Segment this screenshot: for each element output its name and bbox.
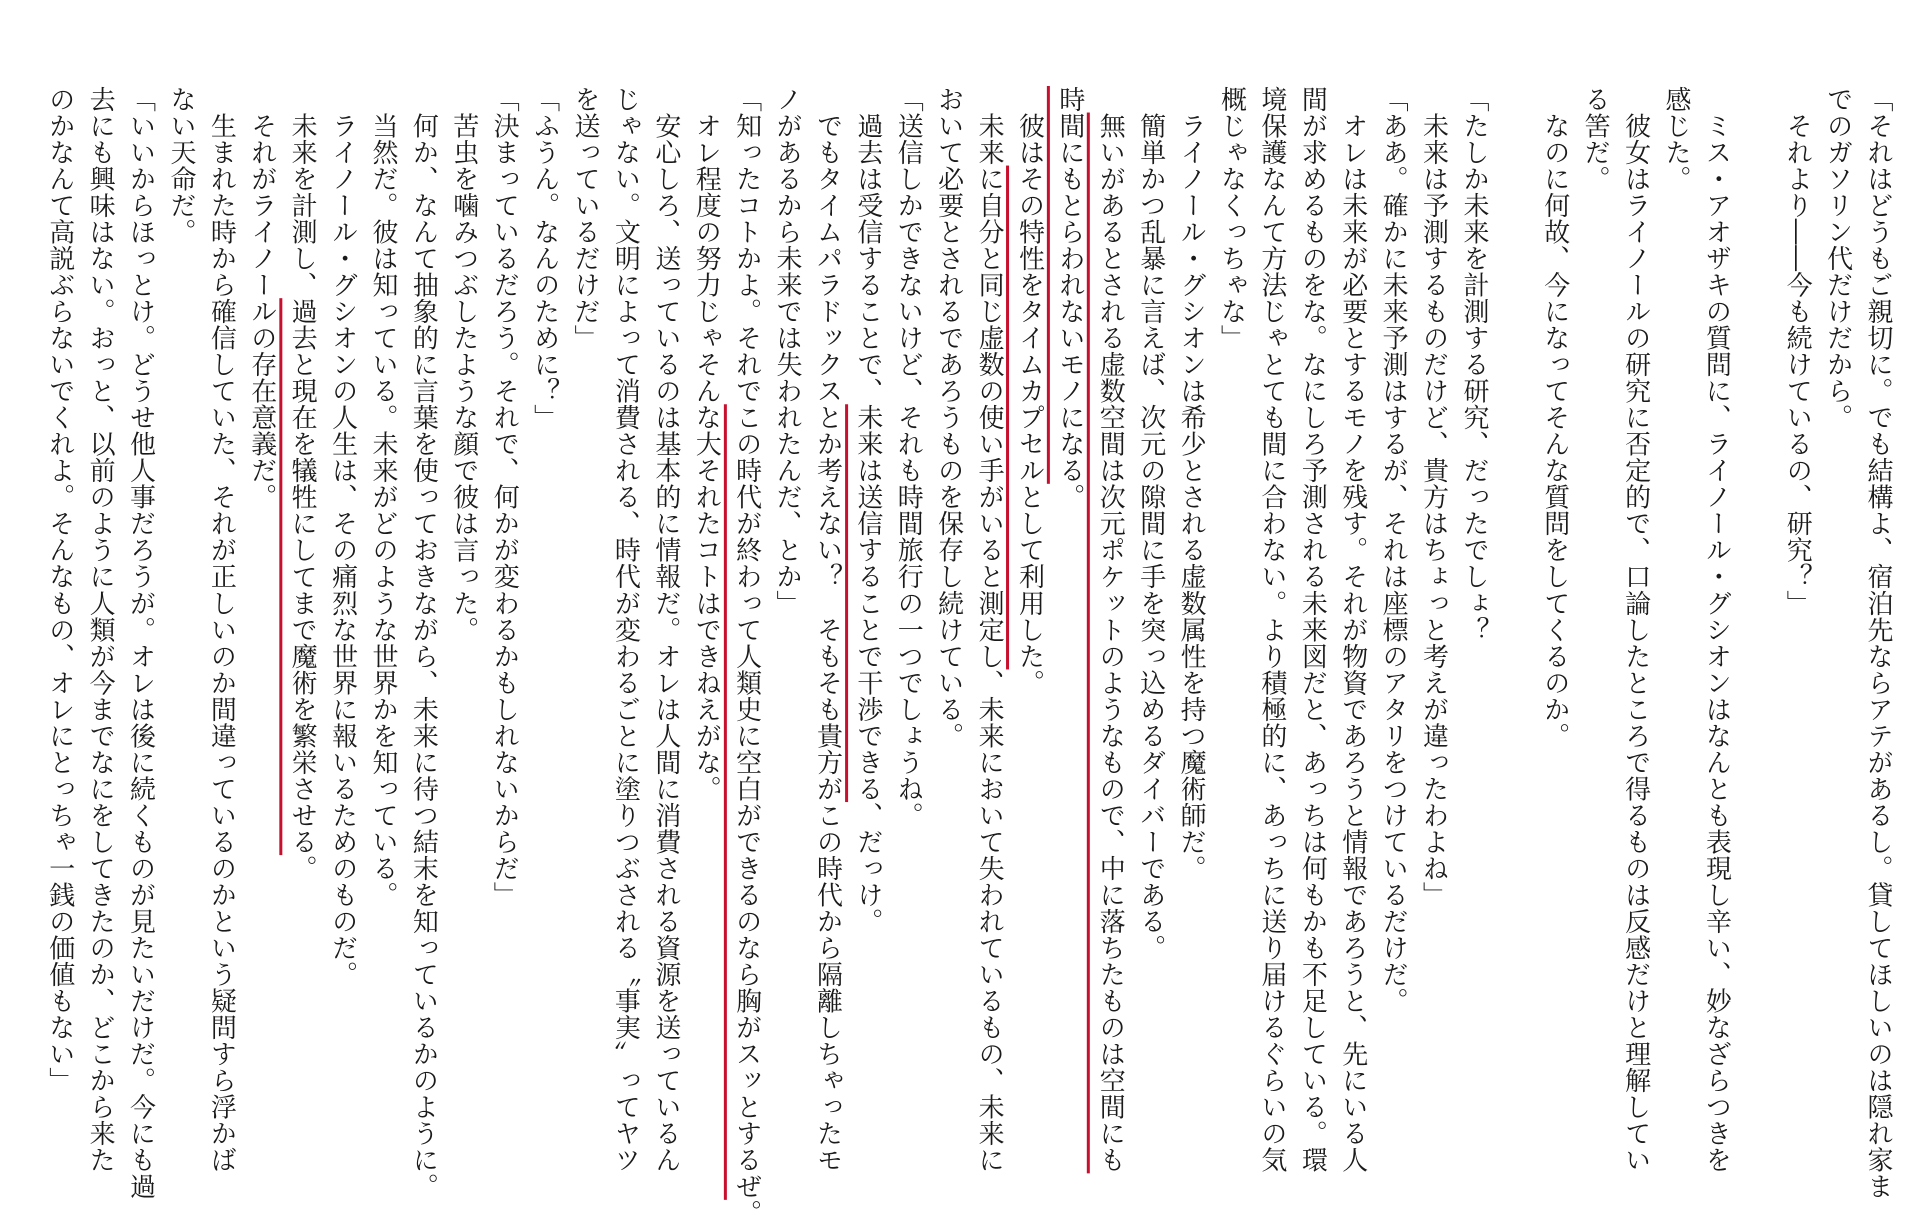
- text-segment: 概じゃなくっちゃな」: [1216, 86, 1247, 352]
- text-segment: 生まれた時から確信していた、それが正しいのか間違っているのかという疑問すら浮かば: [206, 86, 237, 1174]
- text-segment: 彼女はライノールの研究に否定的で、口論したところで得るものは反感だけと理解してい: [1620, 86, 1651, 1174]
- text-line: [847, 86, 887, 1166]
- text-segment: 「決まっているだろう。それで、何かが変わるかもしれないからだ」: [489, 86, 520, 909]
- text-line: [241, 86, 281, 1166]
- text-segment: 。: [1014, 669, 1045, 696]
- underlined-phrase: 時間にもとらわれないモノになる: [1054, 86, 1085, 484]
- text-line: [1332, 86, 1372, 1174]
- text-line: [1292, 86, 1332, 1174]
- text-segment: じゃない。文明によって消費される、時代が変わるごとに塗りつぶされる〝事実〟ってヤツ: [610, 86, 641, 1174]
- text-segment: オレは未来が必要とするモノを残す。それが物資であろうと情報であろうと、先にいる人: [1337, 86, 1368, 1174]
- text-line: [1211, 86, 1251, 1166]
- text-line: [1130, 86, 1170, 1166]
- underlined-phrase: 未来は送信することで干渉できる: [852, 404, 883, 803]
- text-segment: 過去は受信することで、: [852, 86, 883, 405]
- text-segment: 「ああ。確かに未来予測はするが、それは座標のアタリをつけているだけだ。: [1378, 86, 1409, 1015]
- text-segment: 当然だ。彼は知っている。未来がどのような世界かを知っている。: [367, 86, 398, 909]
- text-segment: 。: [287, 855, 318, 882]
- text-segment: でもタイムパラドックスとか考えない？ そもそも貴方がこの時代から隔離しちゃったモ: [812, 86, 843, 1174]
- text-segment: 「送信しかできないけど、それも時間旅行の一つでしょうね。: [893, 86, 924, 829]
- text-segment: 「それはどうもご親切に。でも結構よ、宿泊先ならアテがあるし。貸してほしいのは隠れ家ま: [1863, 86, 1893, 1200]
- text-segment: なのに何故、今になってそんな質問をしてくるのか。: [1539, 86, 1570, 749]
- text-line: [1049, 86, 1089, 1166]
- text-line: [322, 86, 362, 1166]
- text-segment: 間が求めるものをな。なにしろ予測される未来図だと、あっちは何もかも不足している。環: [1297, 86, 1328, 1174]
- text-line: [807, 86, 847, 1174]
- text-line: [1817, 86, 1857, 1166]
- text-line: [443, 86, 483, 1166]
- text-segment: オレ程度の努力じゃそんな大それたコトはできねえがな。: [691, 86, 722, 803]
- text-line: [1494, 86, 1534, 1166]
- text-segment: ノがあるから未来では失われたんだ、とか」: [772, 86, 803, 617]
- vertical-text-body: [18, 86, 1898, 1226]
- text-segment: それより――今も続けているの、研究？」: [1782, 86, 1813, 617]
- text-segment: [1742, 86, 1772, 113]
- text-segment: 。: [1054, 483, 1085, 511]
- text-line: [1090, 86, 1130, 1174]
- text-segment: でのガソリン代だけだから。: [1822, 86, 1853, 431]
- text-segment: 境保護なんて方法じゃとても間に合わない。より積極的に、あっちに送り届けるぐらいの気: [1256, 86, 1287, 1174]
- text-segment: 未来は予測するものだけど、貴方はちょっと考えが違ったわよね」: [1418, 86, 1449, 909]
- text-line: [282, 86, 322, 1166]
- text-line: [686, 86, 726, 1166]
- text-segment: 何か、なんて抽象的に言葉を使っておきながら、未来に待つ結末を知っているかのように。: [408, 86, 439, 1200]
- underlined-phrase: この時代が終わって人類史に空白ができるのなら胸がスッとするぜ: [731, 404, 762, 1200]
- text-line: [120, 86, 160, 1200]
- text-line: [888, 86, 928, 1166]
- text-segment: ライノール・グシオンは希少とされる虚数属性を持つ魔術師だ。: [1176, 86, 1207, 882]
- text-line: [1009, 86, 1049, 1166]
- text-line: [1656, 86, 1696, 1166]
- text-segment: 簡単かつ乱暴に言えば、次元の隙間に手を突っ込めるダイバーである。: [1135, 86, 1166, 962]
- text-line: [80, 86, 120, 1174]
- text-segment: る筈だ。: [1580, 86, 1611, 193]
- text-line: [928, 86, 968, 1166]
- text-segment: 「ふうん。なんのために？」: [529, 86, 560, 431]
- text-line: [1413, 86, 1453, 1166]
- text-line: [1373, 86, 1413, 1166]
- text-line: [1777, 86, 1817, 1166]
- text-segment: のかなんて高説ぶらないでくれよ。そんなもの、オレにとっちゃ一銭の価値もない」: [44, 86, 75, 1094]
- underlined-phrase: 無いがあるとされる虚数空間は次元ポケットのようなもので、中に落ちたものは空間にも: [1095, 112, 1126, 1174]
- text-line: [605, 86, 645, 1174]
- text-segment: 「たしか未来を計測する研究、だったでしょ？: [1458, 86, 1489, 643]
- text-line: [969, 86, 1009, 1174]
- text-segment: を送っているだけだ」: [570, 86, 600, 352]
- underlined-phrase: その特性をタイムカプセルとして利用した: [1014, 165, 1045, 670]
- text-segment: 未来に自分と同じ虚数の使い手がいると測定し、未来において失われているもの、未来に: [974, 86, 1005, 1174]
- text-segment: 「知ったコトかよ。それで: [731, 86, 762, 405]
- text-line: [1252, 86, 1292, 1174]
- text-line: [565, 86, 605, 1166]
- text-line: [39, 86, 79, 1166]
- text-line: [1615, 86, 1655, 1174]
- text-line: [645, 86, 685, 1174]
- text-segment: 。: [731, 1199, 762, 1226]
- text-segment: 去にも興味はない。おっと、以前のように人類が今までなにをしてきたのか、どこから来た: [85, 86, 116, 1174]
- text-segment: ない天命だ。: [165, 86, 196, 246]
- text-segment: 未来を計測し、: [287, 86, 318, 299]
- text-segment: 感じた。: [1660, 86, 1691, 193]
- text-line: [363, 86, 403, 1166]
- text-line: [767, 86, 807, 1166]
- text-segment: 「いいからほっとけ。どうせ他人事だろうが。オレは後に続くものが見たいだけだ。今にも過: [125, 86, 156, 1200]
- text-line: [1454, 86, 1494, 1166]
- text-segment: 安心しろ、送っているのは基本的に情報だ。オレは人間に消費される資源を送っているん: [650, 86, 681, 1174]
- text-line: [403, 86, 443, 1200]
- text-line: [1575, 86, 1615, 1166]
- text-segment: ライノール・グシオンの人生は、その痛烈な世界に報いるためのものだ。: [327, 86, 358, 988]
- text-line: [1696, 86, 1736, 1174]
- text-line: [161, 86, 201, 1166]
- text-segment: ミス・アオザキの質問に、ライノール・グシオンはなんとも表現し辛い、妙なざらつきを: [1701, 86, 1732, 1174]
- text-line: [1736, 86, 1776, 1166]
- text-line: [1171, 86, 1211, 1166]
- text-line: [1534, 86, 1574, 1166]
- text-segment: 、だっけ。: [852, 802, 883, 935]
- text-segment: [1095, 86, 1125, 113]
- text-line: [201, 86, 241, 1174]
- text-line: [726, 86, 766, 1226]
- text-segment: おいて必要とされるであろうものを保存し続けている。: [933, 86, 964, 749]
- text-segment: それがライノールの存在意義だ。: [246, 86, 277, 511]
- text-line: [484, 86, 524, 1166]
- text-segment: [1499, 86, 1529, 113]
- text-segment: 彼は: [1014, 86, 1045, 166]
- underlined-phrase: 過去と現在を犠牲にしてまで魔術を繁栄させる: [287, 298, 318, 856]
- text-line: [524, 86, 564, 1166]
- text-segment: 苦虫を噛みつぶしたような顔で彼は言った。: [448, 86, 479, 643]
- text-line: [1858, 86, 1898, 1200]
